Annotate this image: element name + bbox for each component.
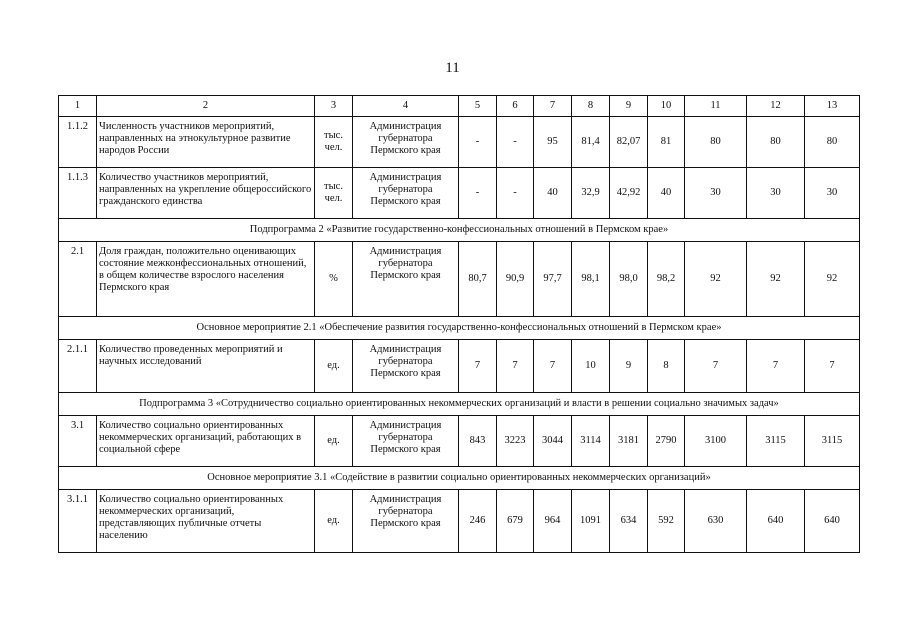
table-row <box>59 168 860 219</box>
unit: % <box>315 242 353 317</box>
value-cell: 2790 <box>648 416 685 467</box>
table-row <box>59 242 860 317</box>
value-cell: 95 <box>534 117 572 168</box>
value-cell: 30 <box>805 168 860 219</box>
value-cell: 630 <box>685 490 747 553</box>
table-row <box>59 416 860 467</box>
section-row <box>59 219 860 242</box>
value-cell: 40 <box>648 168 685 219</box>
value-cell: 82,07 <box>610 117 648 168</box>
value-cell: 8 <box>648 340 685 393</box>
value-cell: 97,7 <box>534 242 572 317</box>
value-cell: 7 <box>497 340 534 393</box>
row-number: 3.1 <box>59 416 97 467</box>
page-number: 11 <box>445 60 460 76</box>
section-row <box>59 317 860 340</box>
organization: Администрация губернатора Пермского края <box>353 168 459 219</box>
value-cell: 30 <box>685 168 747 219</box>
organization: Администрация губернатора Пермского края <box>353 490 459 553</box>
value-cell: 3100 <box>685 416 747 467</box>
value-cell: 964 <box>534 490 572 553</box>
value-cell: 30 <box>747 168 805 219</box>
value-cell: - <box>459 168 497 219</box>
value-cell: 92 <box>805 242 860 317</box>
value-cell: - <box>497 117 534 168</box>
value-cell: 592 <box>648 490 685 553</box>
unit: тыс. чел. <box>315 168 353 219</box>
table-row <box>59 490 860 553</box>
value-cell: 10 <box>572 340 610 393</box>
header-cell: 5 <box>459 96 497 117</box>
indicator-name: Доля граждан, положительно оценивающих состояние межконфессиональных отношений, в общем количестве взрослого населения Пермского края <box>97 242 315 317</box>
header-cell: 9 <box>610 96 648 117</box>
header-cell: 8 <box>572 96 610 117</box>
section-title: Подпрограмма 2 «Развитие государственно-конфессиональных отношений в Пермском крае» <box>59 219 860 242</box>
table-header-row <box>59 96 860 117</box>
header-cell: 13 <box>805 96 860 117</box>
value-cell: 679 <box>497 490 534 553</box>
row-number: 2.1.1 <box>59 340 97 393</box>
unit: ед. <box>315 416 353 467</box>
table-row <box>59 340 860 393</box>
table-row <box>59 117 860 168</box>
section-title: Основное мероприятие 3.1 «Содействие в развитии социально ориентированных некоммерческих организаций» <box>59 467 860 490</box>
value-cell: 843 <box>459 416 497 467</box>
value-cell: 80 <box>747 117 805 168</box>
header-cell: 12 <box>747 96 805 117</box>
header-cell: 2 <box>97 96 315 117</box>
indicator-name: Количество участников мероприятий, направленных на укрепление общероссийского гражданского единства <box>97 168 315 219</box>
section-row <box>59 467 860 490</box>
value-cell: 80 <box>685 117 747 168</box>
row-number: 3.1.1 <box>59 490 97 553</box>
value-cell: 90,9 <box>497 242 534 317</box>
value-cell: 7 <box>534 340 572 393</box>
value-cell: 3181 <box>610 416 648 467</box>
header-cell: 1 <box>59 96 97 117</box>
header-cell: 11 <box>685 96 747 117</box>
value-cell: 7 <box>459 340 497 393</box>
unit: ед. <box>315 490 353 553</box>
value-cell: 634 <box>610 490 648 553</box>
section-row <box>59 393 860 416</box>
value-cell: 640 <box>747 490 805 553</box>
value-cell: - <box>459 117 497 168</box>
value-cell: 3223 <box>497 416 534 467</box>
value-cell: 1091 <box>572 490 610 553</box>
header-cell: 4 <box>353 96 459 117</box>
value-cell: 81,4 <box>572 117 610 168</box>
indicator-name: Количество проведенных мероприятий и научных исследований <box>97 340 315 393</box>
value-cell: 3115 <box>747 416 805 467</box>
value-cell: 42,92 <box>610 168 648 219</box>
header-cell: 7 <box>534 96 572 117</box>
value-cell: 3115 <box>805 416 860 467</box>
value-cell: 98,2 <box>648 242 685 317</box>
value-cell: 40 <box>534 168 572 219</box>
unit: ед. <box>315 340 353 393</box>
header-cell: 6 <box>497 96 534 117</box>
value-cell: 98,1 <box>572 242 610 317</box>
section-title: Подпрограмма 3 «Сотрудничество социально ориентированных некоммерческих организаций и власти в решении социально значимых задач» <box>59 393 860 416</box>
value-cell: 92 <box>685 242 747 317</box>
indicator-name: Численность участников мероприятий, направленных на этнокультурное развитие народов России <box>97 117 315 168</box>
section-title: Основное мероприятие 2.1 «Обеспечение развития государственно-конфессиональных отношений в Пермском крае» <box>59 317 860 340</box>
value-cell: 98,0 <box>610 242 648 317</box>
indicator-name: Количество социально ориентированных некоммерческих организаций, работающих в социальной сфере <box>97 416 315 467</box>
unit: тыс. чел. <box>315 117 353 168</box>
value-cell: 7 <box>685 340 747 393</box>
organization: Администрация губернатора Пермского края <box>353 242 459 317</box>
header-cell: 10 <box>648 96 685 117</box>
organization: Администрация губернатора Пермского края <box>353 117 459 168</box>
row-number: 1.1.3 <box>59 168 97 219</box>
value-cell: 7 <box>805 340 860 393</box>
value-cell: 9 <box>610 340 648 393</box>
row-number: 1.1.2 <box>59 117 97 168</box>
value-cell: 3114 <box>572 416 610 467</box>
value-cell: 92 <box>747 242 805 317</box>
value-cell: 246 <box>459 490 497 553</box>
value-cell: 80 <box>805 117 860 168</box>
row-number: 2.1 <box>59 242 97 317</box>
value-cell: 640 <box>805 490 860 553</box>
value-cell: 80,7 <box>459 242 497 317</box>
value-cell: - <box>497 168 534 219</box>
value-cell: 81 <box>648 117 685 168</box>
value-cell: 7 <box>747 340 805 393</box>
organization: Администрация губернатора Пермского края <box>353 340 459 393</box>
indicator-name: Количество социально ориентированных некоммерческих организаций, представляющих публичные отчеты населению <box>97 490 315 553</box>
indicators-table <box>58 95 860 553</box>
header-cell: 3 <box>315 96 353 117</box>
value-cell: 3044 <box>534 416 572 467</box>
value-cell: 32,9 <box>572 168 610 219</box>
organization: Администрация губернатора Пермского края <box>353 416 459 467</box>
